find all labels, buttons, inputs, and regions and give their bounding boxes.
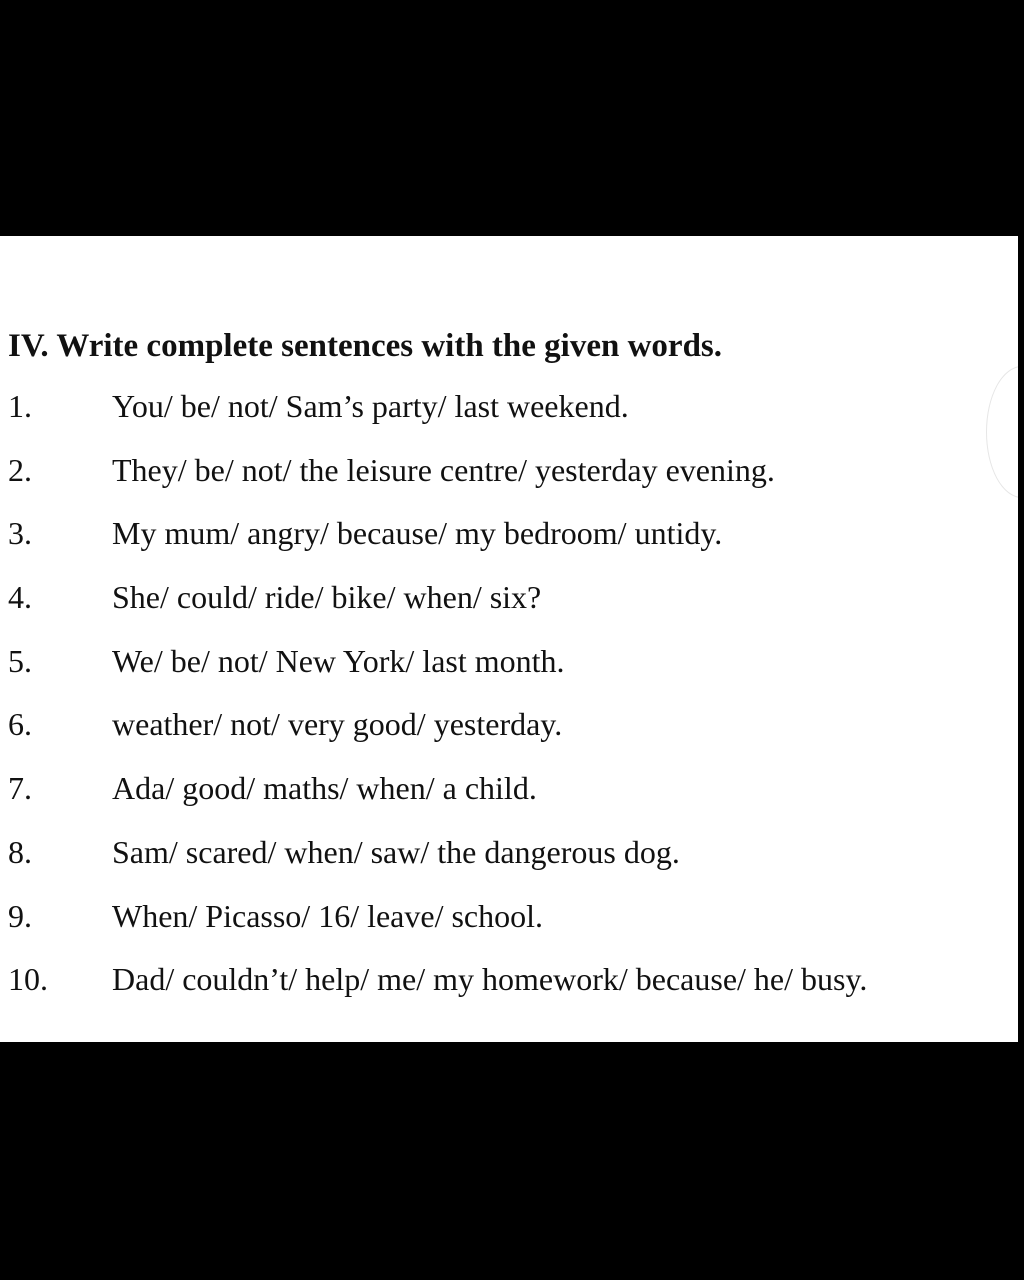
item-number: 5.	[8, 642, 32, 679]
item-number: 4.	[8, 579, 32, 616]
item-text: Ada/ good/ maths/ when/ a child.	[112, 770, 537, 807]
item-text: She/ could/ ride/ bike/ when/ six?	[112, 579, 542, 616]
item-text: My mum/ angry/ because/ my bedroom/ untidy.	[112, 515, 723, 552]
item-number: 3.	[8, 515, 32, 552]
item-text: Dad/ couldn’t/ help/ me/ my homework/ because/ he/ busy.	[112, 961, 868, 998]
item-number: 8.	[8, 833, 32, 870]
exercise-heading: IV. Write complete sentences with the given words.	[8, 328, 723, 364]
item-text: We/ be/ not/ New York/ last month.	[112, 642, 565, 679]
item-text: When/ Picasso/ 16/ leave/ school.	[112, 897, 544, 934]
worksheet-page	[0, 236, 1018, 1042]
scan-edge-mark	[986, 366, 1018, 498]
item-number: 1.	[8, 388, 32, 424]
item-text: They/ be/ not/ the leisure centre/ yesterday evening.	[112, 451, 775, 488]
item-text: Sam/ scared/ when/ saw/ the dangerous dog.	[112, 833, 680, 870]
item-number: 6.	[8, 706, 32, 743]
item-number: 10.	[8, 961, 48, 998]
item-text: weather/ not/ very good/ yesterday.	[112, 706, 563, 743]
item-number: 7.	[8, 770, 32, 807]
item-number: 9.	[8, 897, 32, 934]
item-number: 2.	[8, 451, 32, 488]
item-text: You/ be/ not/ Sam’s party/ last weekend.	[112, 388, 629, 424]
